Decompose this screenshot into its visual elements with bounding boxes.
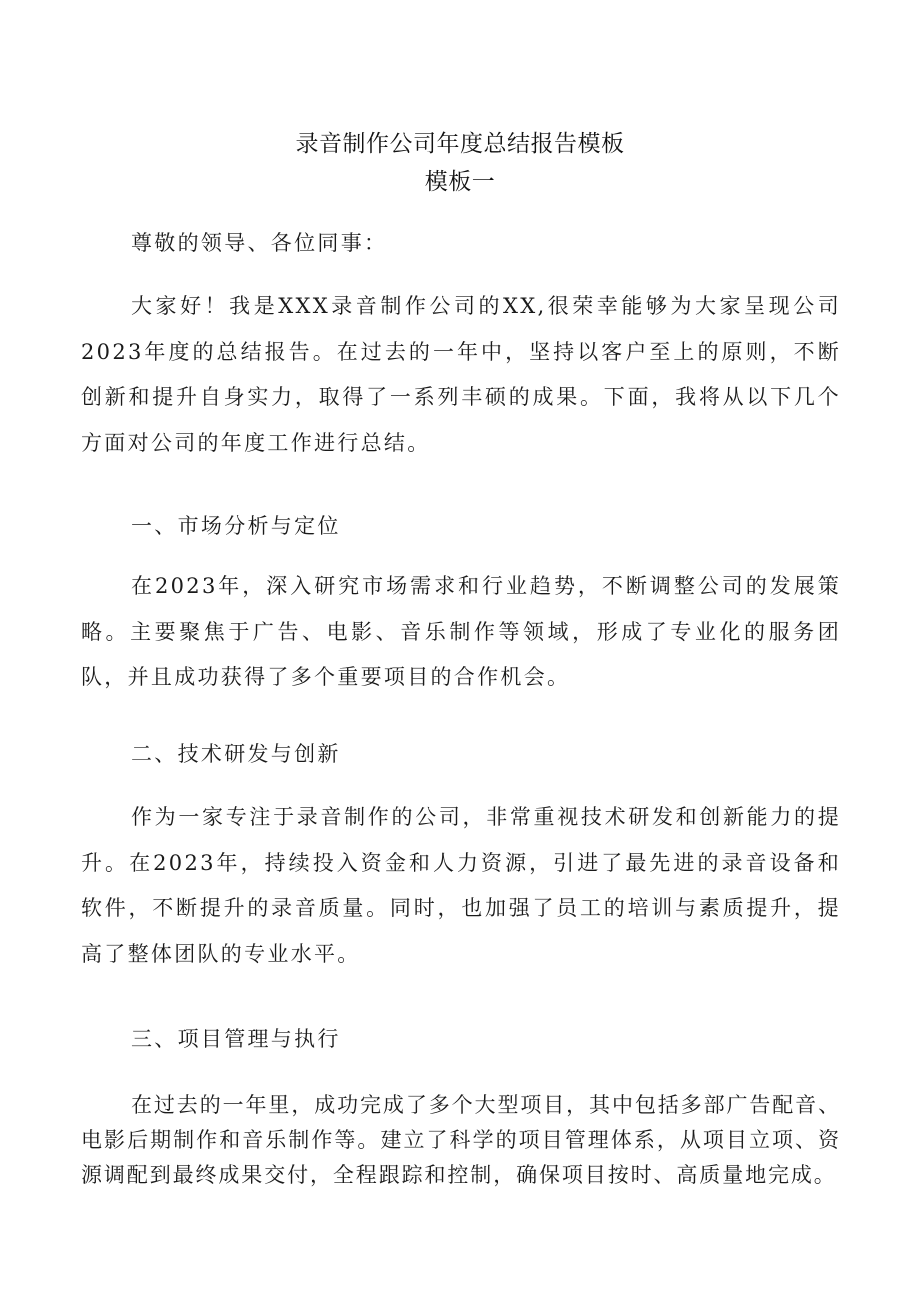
intro-paragraph: 大家好！我是XXX录音制作公司的XX,很荣幸能够为大家呈现公司2023年度的总结报告。在过去的一年中，坚持以客户至上的原则，不断创新和提升自身实力，取得了一系列丰硕的成果。下面，我将从以下几个方面对公司的年度工作进行总结。 bbox=[81, 294, 841, 455]
section-body-market: 在2023年，深入研究市场需求和行业趋势，不断调整公司的发展策略。主要聚焦于广告、电影、音乐制作等领域，形成了专业化的服务团队，并且成功获得了多个重要项目的合作机会。 bbox=[81, 574, 841, 689]
section-heading-project: 三、项目管理与执行 bbox=[131, 1027, 341, 1051]
section-body-project: 在过去的一年里，成功完成了多个大型项目，其中包括多部广告配音、电影后期制作和音乐制作等。建立了科学的项目管理体系，从项目立项、资源调配到最终成果交付，全程跟踪和控制，确保项目按时、高质量地完成。 bbox=[81, 1093, 841, 1187]
document-subtitle: 模板一 bbox=[424, 169, 496, 195]
section-body-tech: 作为一家专注于录音制作的公司，非常重视技术研发和创新能力的提升。在2023年，持续投入资金和人力资源，引进了最先进的录音设备和软件，不断提升的录音质量。同时，也加强了员工的培训与素质提升，提高了整体团队的专业水平。 bbox=[81, 805, 841, 966]
section-heading-tech: 二、技术研发与创新 bbox=[131, 742, 341, 766]
section-heading-market: 一、市场分析与定位 bbox=[131, 514, 341, 538]
greeting-line: 尊敬的领导、各位同事： bbox=[131, 231, 388, 255]
document-title: 录音制作公司年度总结报告模板 bbox=[295, 131, 625, 157]
